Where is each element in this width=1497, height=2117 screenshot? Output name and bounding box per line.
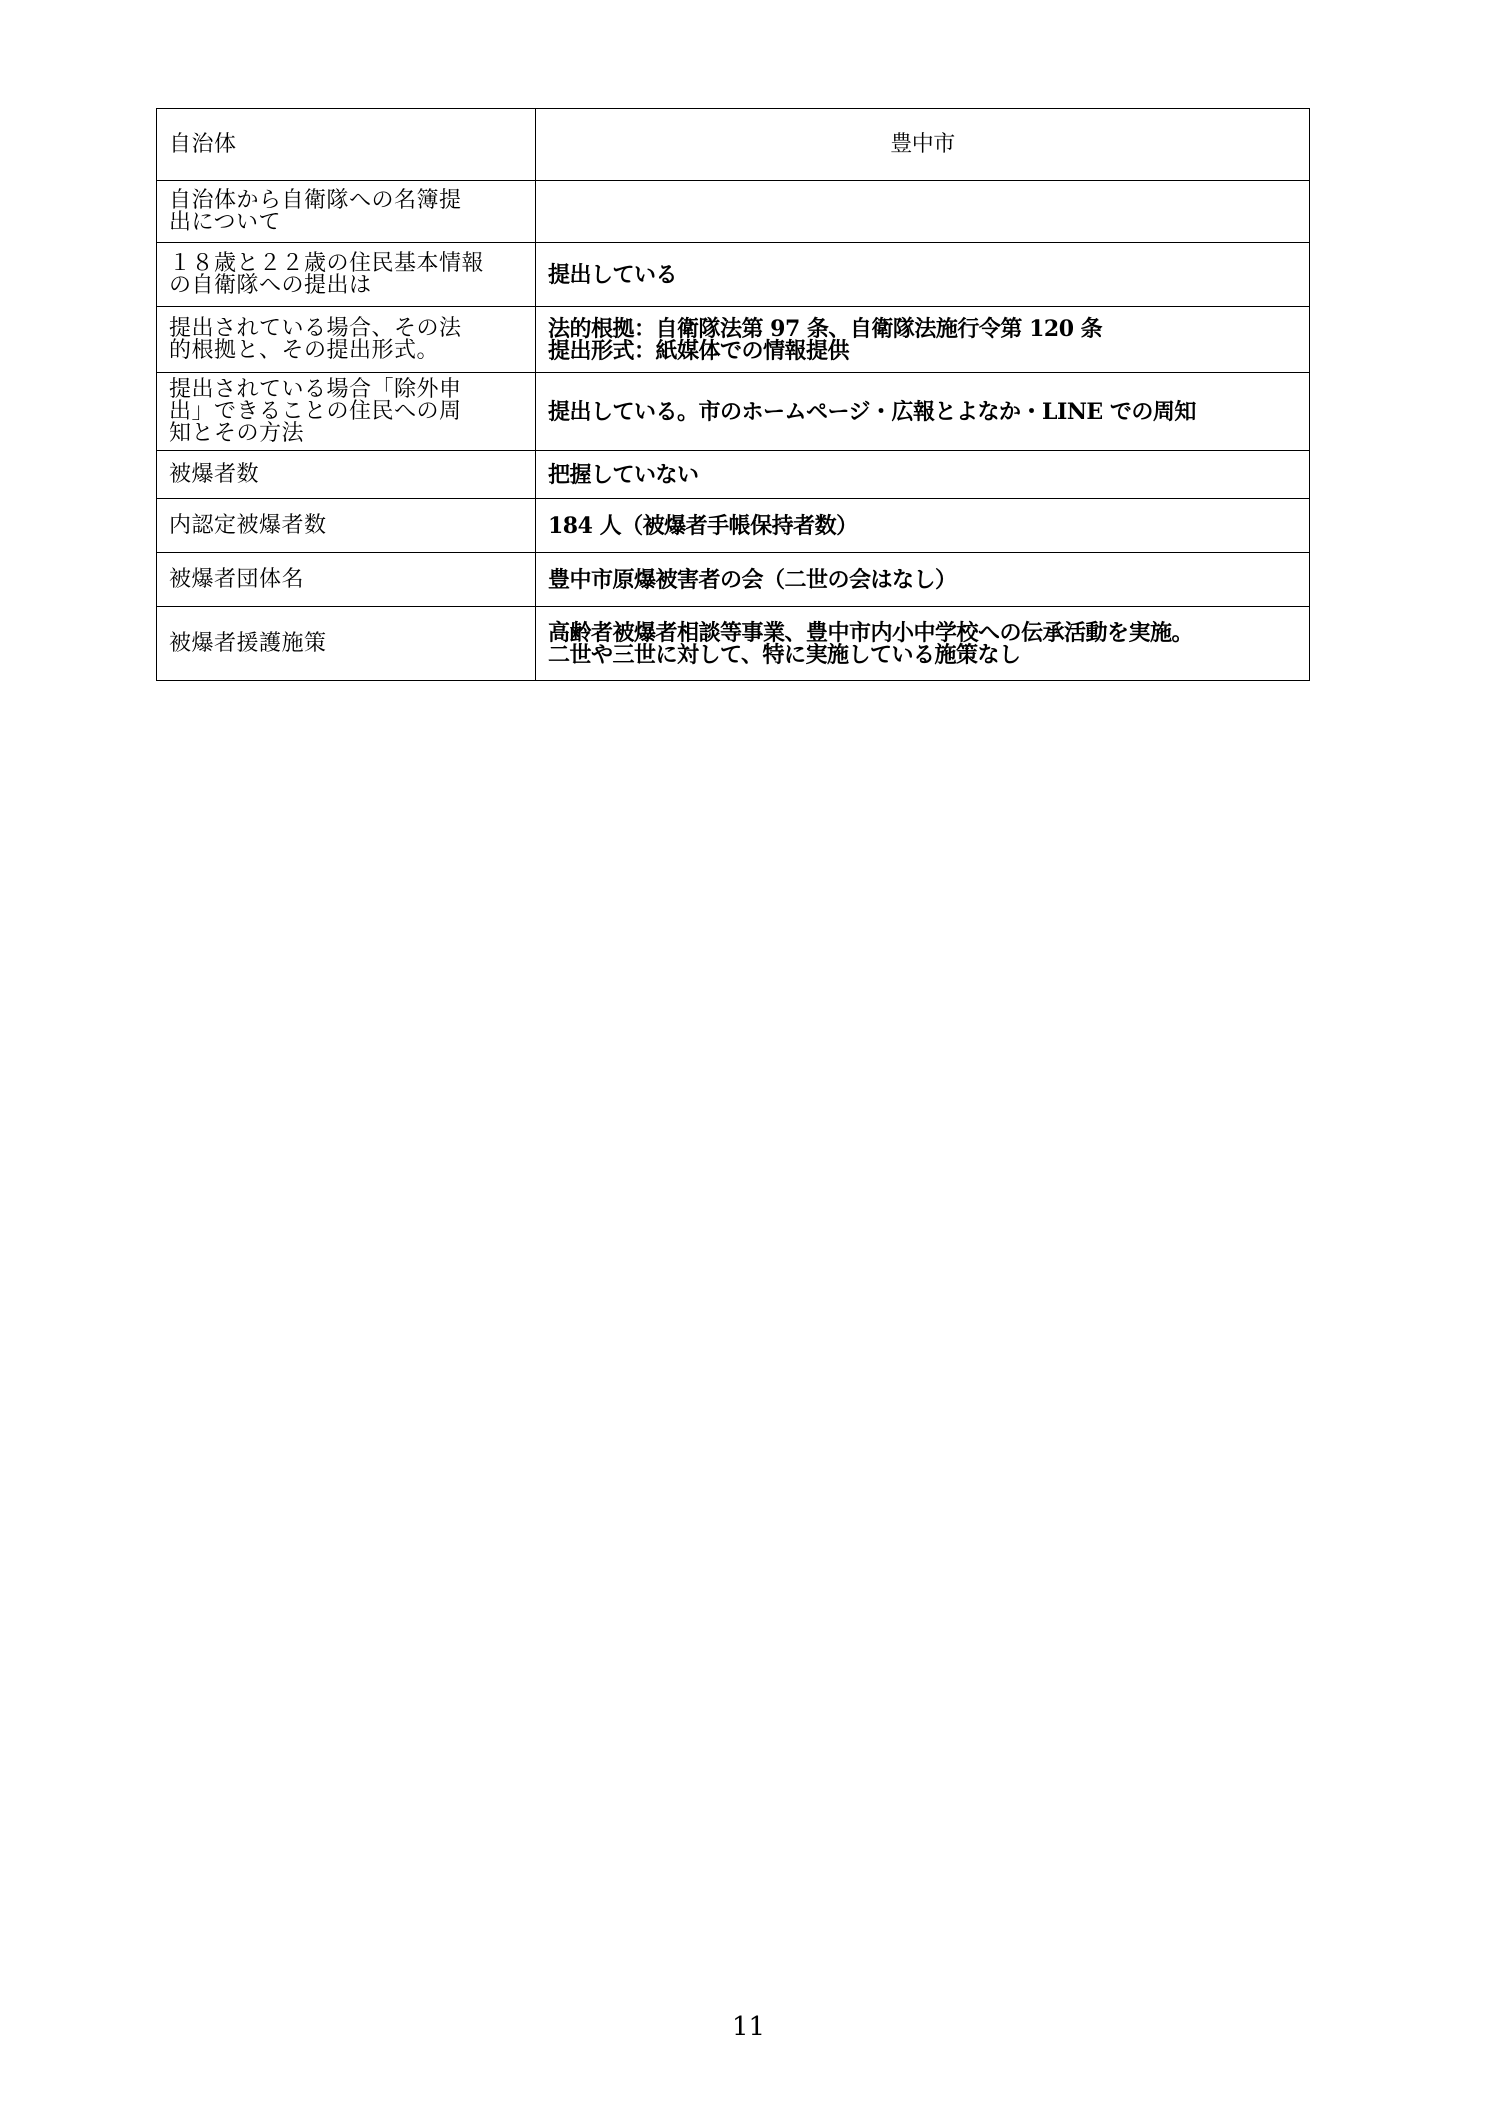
row-label-cell [157,307,536,373]
row-label-cell [157,373,536,451]
table-row [157,307,1310,373]
row-label-line: 内認定被爆者数 [169,512,327,538]
row-value-line: 提出している [548,261,678,288]
row-label-cell [157,607,536,681]
row-value-cell [536,607,1310,681]
row-label-cell [157,553,536,607]
table-header-row [157,109,1310,181]
header-label: 自治体 [169,131,237,157]
table-row [157,181,1310,243]
row-label-line: 知とその方法 [169,420,305,446]
table-row [157,499,1310,553]
municipality-name: 豊中市 [890,131,955,157]
table-row [157,243,1310,307]
table-row [157,553,1310,607]
row-value-cell [536,553,1310,607]
row-label-line: 出」できることの住民への周 [169,398,462,424]
row-value-line: 豊中市原爆被害者の会（二世の会はなし） [548,566,957,593]
table-row [157,373,1310,451]
row-label-cell [157,181,536,243]
row-label-line: 被爆者援護施策 [169,630,327,656]
row-value-cell [536,181,1310,243]
row-value-line: 高齢者被爆者相談等事業、豊中市内小中学校への伝承活動を実施。 [548,619,1194,646]
row-value-cell [536,451,1310,499]
row-value-line: 把握していない [548,461,699,488]
row-label-line: 自治体から自衛隊への名簿提 [169,187,462,213]
row-label-line: の自衛隊への提出は [169,272,372,298]
row-label-line: 提出されている場合、その法 [169,315,462,341]
row-label-line: 的根拠と、その提出形式。 [169,337,440,363]
row-label-line: 提出されている場合「除外申 [169,376,462,402]
row-value-line: 184 人（被爆者手帳保持者数） [548,512,858,539]
row-value-cell [536,373,1310,451]
row-value-line: 法的根拠：自衛隊法第 97 条、自衛隊法施行令第 120 条 [548,315,1103,342]
row-label-cell [157,243,536,307]
table-row [157,451,1310,499]
row-value-cell [536,243,1310,307]
row-value-line: 提出形式：紙媒体での情報提供 [548,337,850,364]
header-value-cell [536,109,1310,181]
row-value-cell [536,307,1310,373]
row-value-line: 提出している。市のホームページ・広報とよなか・LINE での周知 [548,398,1196,425]
header-label-cell [157,109,536,181]
row-label-line: 出について [169,209,282,235]
row-label-cell [157,499,536,553]
row-value-line: 二世や三世に対して、特に実施している施策なし [548,641,1021,668]
row-label-line: 被爆者団体名 [169,566,305,592]
municipality-info-table [156,108,1310,681]
row-label-cell [157,451,536,499]
page-number: 11 [731,2012,766,2042]
row-value-cell [536,499,1310,553]
row-label-line: １８歳と２２歳の住民基本情報 [169,250,485,276]
table-row [157,607,1310,681]
row-label-line: 被爆者数 [169,461,260,487]
